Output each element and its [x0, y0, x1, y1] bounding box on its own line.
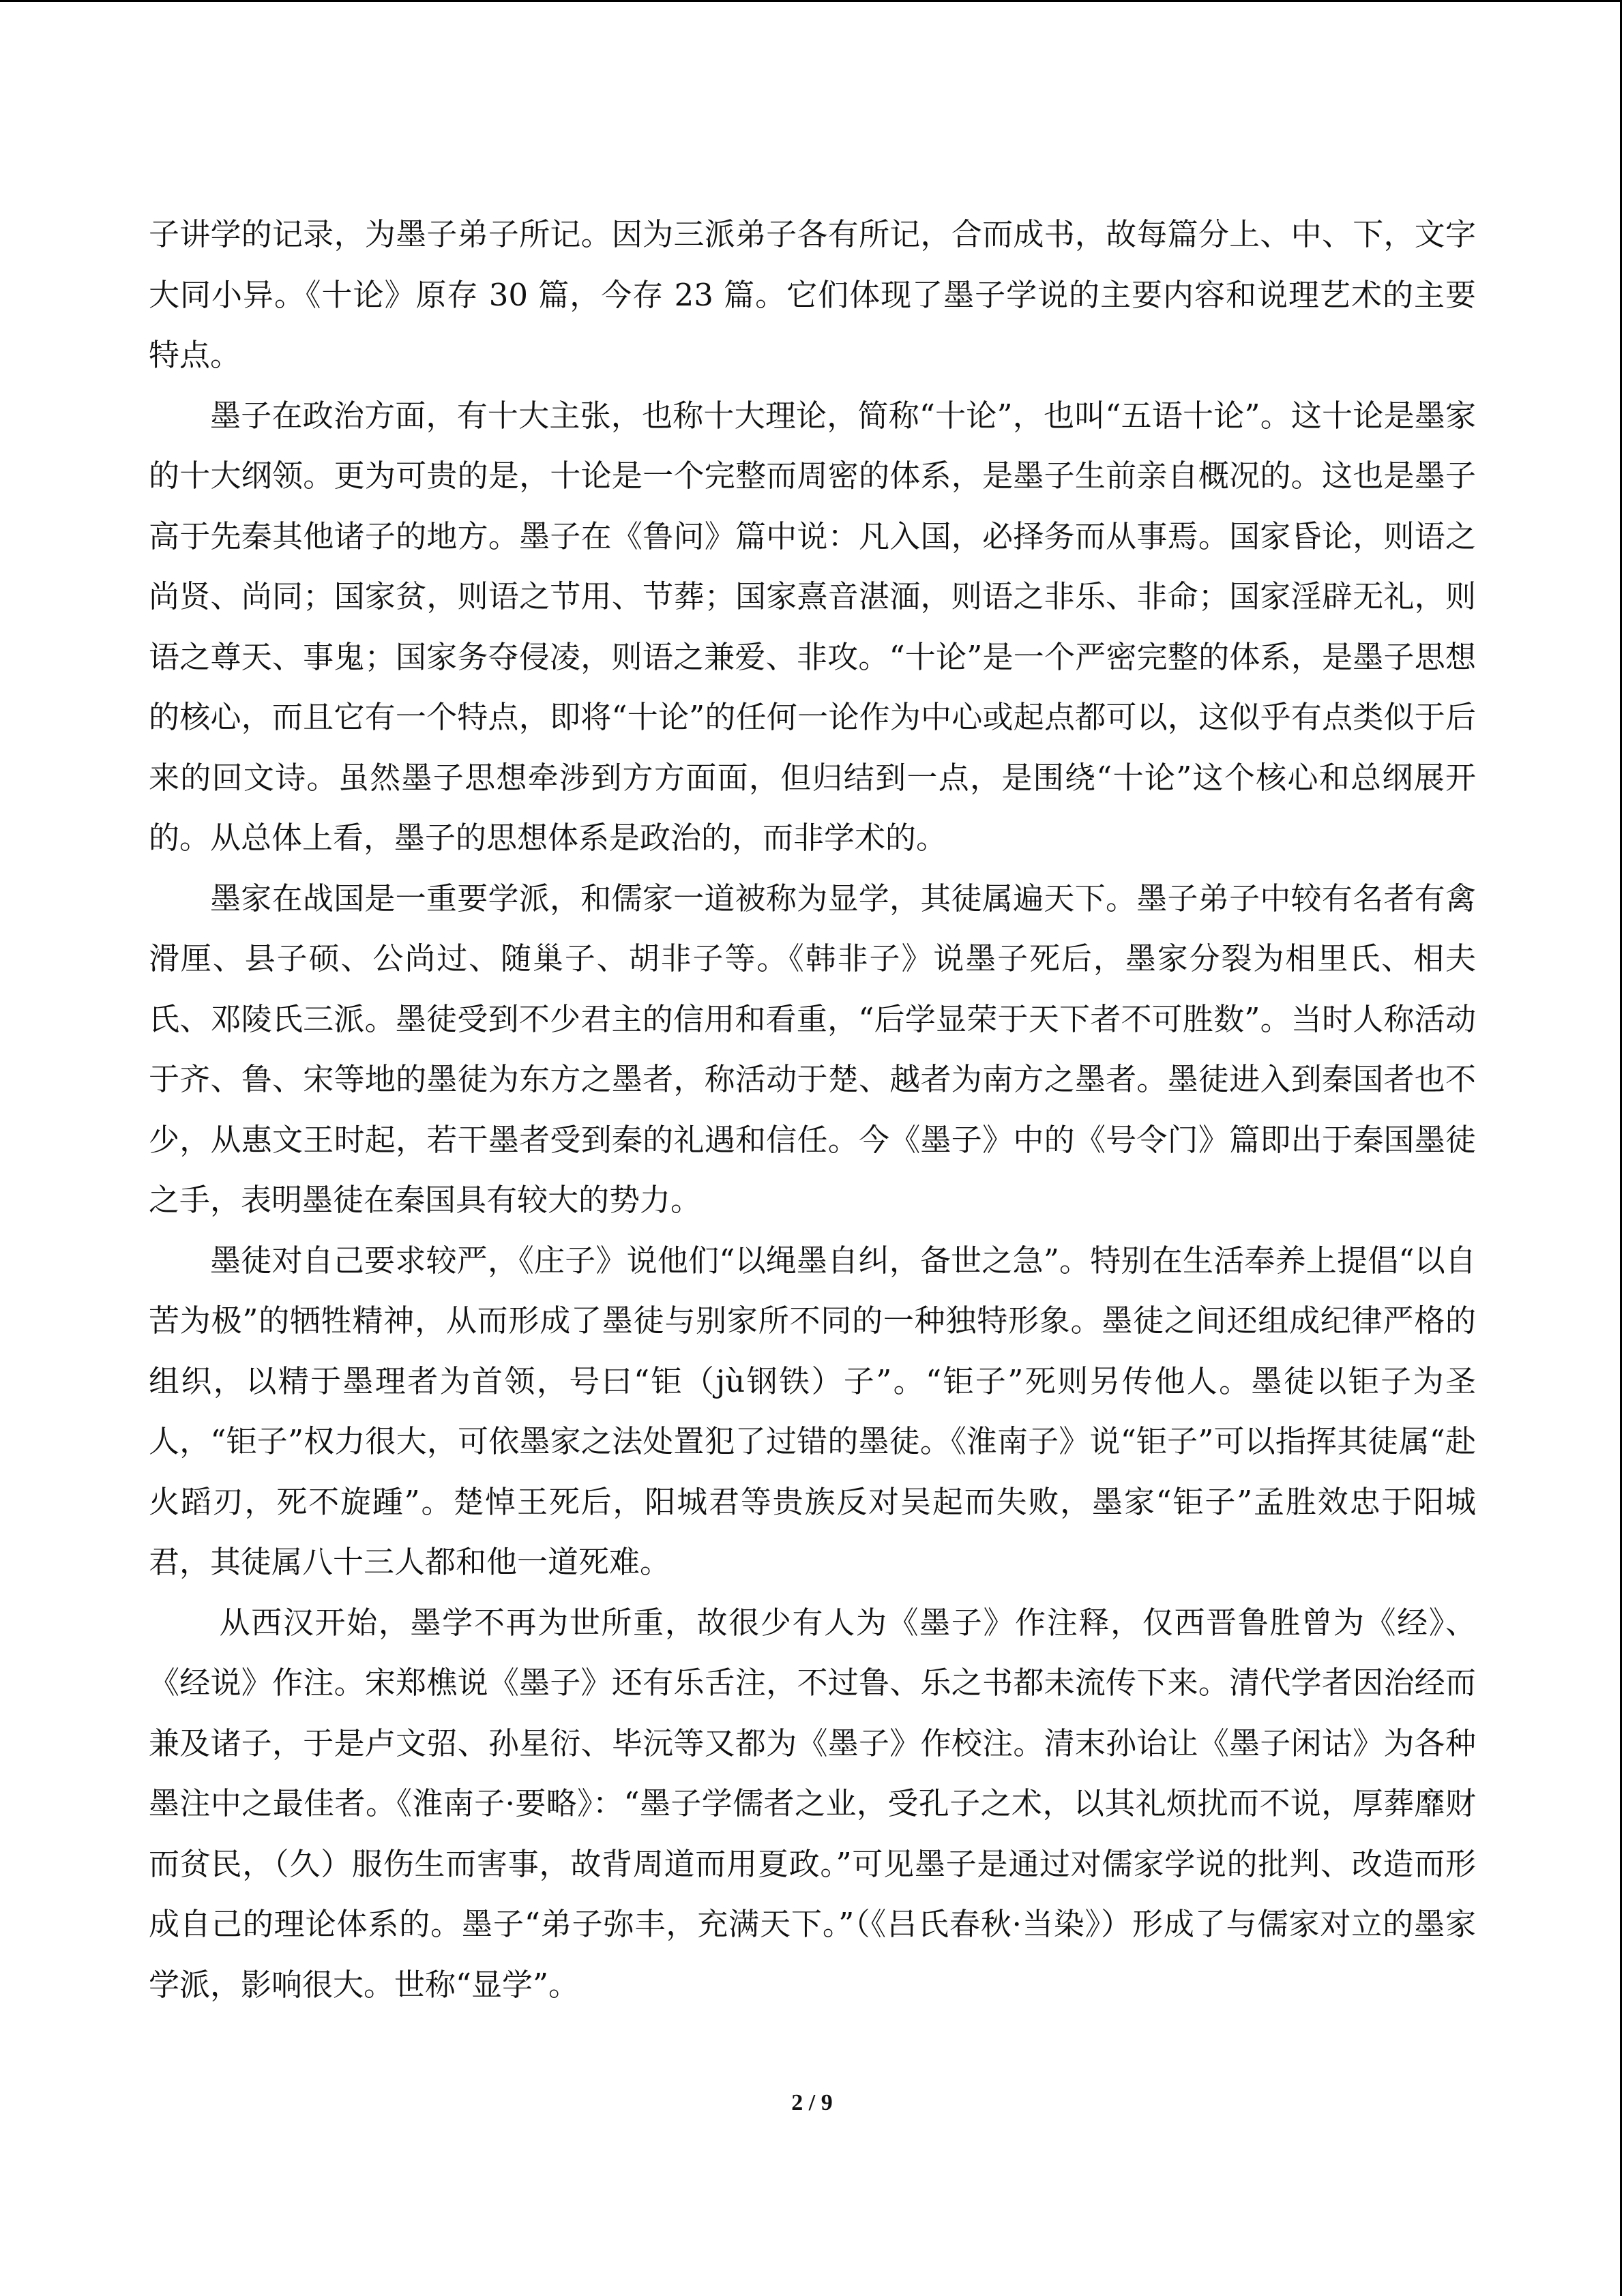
paragraph-1: 子讲学的记录，为墨子弟子所记。因为三派弟子各有所记，合而成书，故每篇分上、中、下，文字大同小异。《十论》原存 30 篇，今存 23 篇。它们体现了墨子学说的主要内容和说理艺术的主要特点。 [149, 216, 1476, 373]
paragraph-4: 墨徒对自己要求较严，《庄子》说他们“以绳墨自纠，备世之急”。特别在生活奉养上提倡“以自苦为极”的牺牲精神，从而形成了墨徒与别家所不同的一种独特形象。墨徒之间还组成纪律严格的组织，以精于墨理者为首领，号曰“钜（jù钢铁）子”。“钜子”死则另传他人。墨徒以钜子为圣人，“钜子”权力很大，可依墨家之法处置犯了过错的墨徒。《淮南子》说“钜子”可以指挥其徒属“赴火蹈刃，死不旋踵”。楚悼王死后，阳城君等贵族反对吴起而失败，墨家“钜子”孟胜效忠于阳城君，其徒属八十三人都和他一道死难。 [149, 1242, 1476, 1580]
paragraph-2: 墨子在政治方面，有十大主张，也称十大理论，简称“十论”，也叫“五语十论”。这十论是墨家的十大纲领。更为可贵的是，十论是一个完整而周密的体系，是墨子生前亲自概况的。这也是墨子高于先秦其他诸子的地方。墨子在《鲁问》篇中说：凡入国，必择务而从事焉。国家昏论，则语之尚贤、尚同；国家贫，则语之节用、节葬；国家熹音湛湎，则语之非乐、非命；国家淫辟无礼，则语之尊天、事鬼；国家务夺侵凌，则语之兼爱、非攻。“十论”是一个严密完整的体系，是墨子思想的核心，而且它有一个特点，即将“十论”的任何一论作为中心或起点都可以，这似乎有点类似于后来的回文诗。虽然墨子思想牵涉到方方面面，但归结到一点，是围绕“十论”这个核心和总纲展开的。从总体上看，墨子的思想体系是政治的，而非学术的。 [149, 397, 1476, 856]
document-body [149, 205, 1476, 2015]
paragraph-3: 墨家在战国是一重要学派，和儒家一道被称为显学，其徒属遍天下。墨子弟子中较有名者有禽滑厘、县子硕、公尚过、随巢子、胡非子等。《韩非子》说墨子死后，墨家分裂为相里氏、相夫氏、邓陵氏三派。墨徒受到不少君主的信用和看重，“后学显荣于天下者不可胜数”。当时人称活动于齐、鲁、宋等地的墨徒为东方之墨者，称活动于楚、越者为南方之墨者。墨徒进入到秦国者也不少，从惠文王时起，若干墨者受到秦的礼遇和信任。今《墨子》中的《号令门》篇即出于秦国墨徒之手，表明墨徒在秦国具有较大的势力。 [149, 880, 1476, 1218]
page-number: 2 / 9 [791, 2090, 833, 2115]
paragraph-5: 从西汉开始，墨学不再为世所重，故很少有人为《墨子》作注释，仅西晋鲁胜曾为《经》、《经说》作注。宋郑樵说《墨子》还有乐舌注，不过鲁、乐之书都未流传下来。清代学者因治经而兼及诸子，于是卢文弨、孙星衍、毕沅等又都为《墨子》作校注。清末孙诒让《墨子闲诂》为各种墨注中之最佳者。《淮南子·要略》：“墨子学儒者之业，受孔子之术，以其礼烦扰而不说，厚葬靡财而贫民，（久）服伤生而害事，故背周道而用夏政。”可见墨子是通过对儒家学说的批判、改造而形成自己的理论体系的。墨子“弟子弥丰，充满天下。”（《吕氏春秋·当染》）形成了与儒家对立的墨家学派，影响很大。世称“显学”。 [149, 1604, 1476, 2003]
